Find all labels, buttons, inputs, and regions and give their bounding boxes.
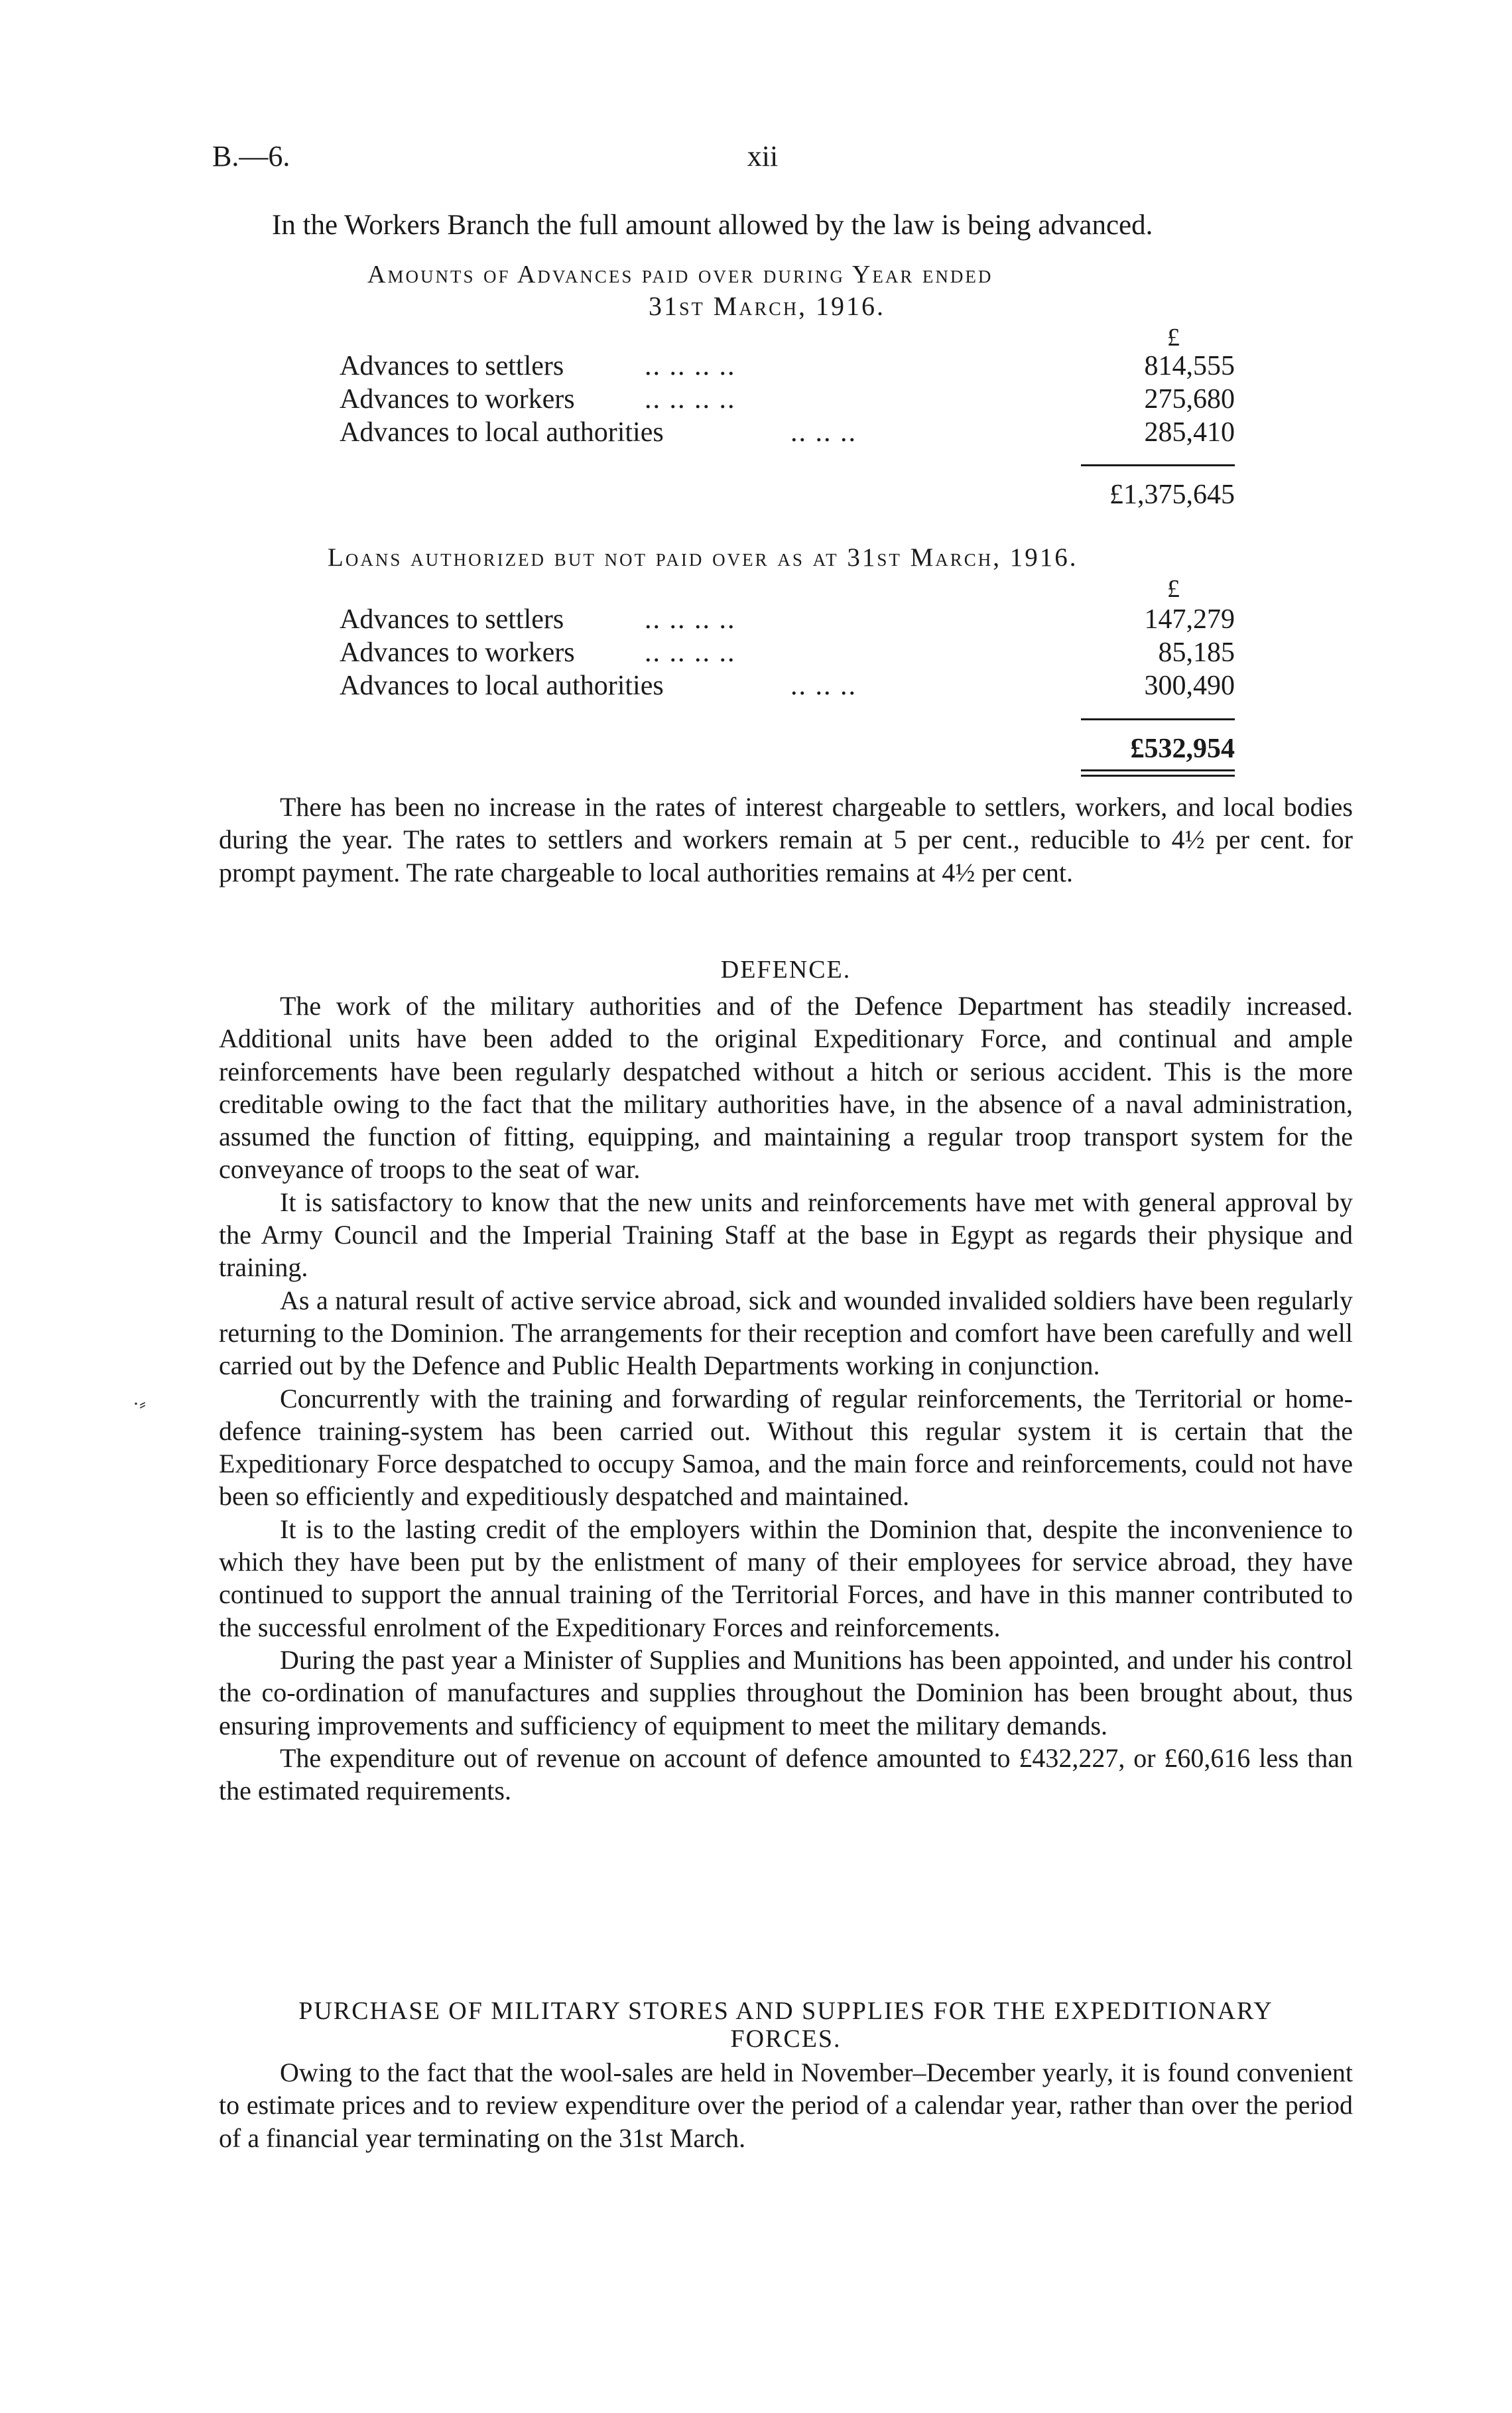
purchase-paragraph: Owing to the fact that the wool-sales are held in November–December yearly, it is found convenient to estimate prices and to review expenditure over the period of a calendar year, rather than over the period of a financial year terminating on the 31st March. [219,2057,1353,2153]
defence-paragraph: During the past year a Minister of Supplies and Munitions has been appointed, and under his control the co-ordination of manufactures and supplies throughout the Dominion has been brought about, thus ensuring improvements and sufficiency of equipment to meet the military demands. [219,1644,1353,1740]
table2-row [340,637,1235,670]
intro-sentence: In the Workers Branch the full amount allowed by the law is being advanced. [272,210,1153,241]
double-rule-bottom [1081,775,1235,777]
sum-rule [1081,718,1235,720]
document-reference: B.—6. [212,140,290,172]
row-value: 275,680 [1144,384,1235,415]
table1-currency: £ [1167,324,1180,352]
table2-total: £532,954 [1130,734,1235,764]
defence-heading: DEFENCE. [720,956,851,984]
leader-dots: .. .. .. [790,417,857,448]
row-label: Advances to local authorities [340,417,664,448]
row-label: Advances to settlers [340,351,564,381]
table1-row [340,417,1235,450]
row-value: 85,185 [1158,637,1235,668]
paragraph-text: There has been no increase in the rates of interest chargeable to settlers, workers, and local bodies during the year. The rates to settlers and workers remain at 5 per cent., reducible to 4½ per cent. for prompt payment. The rate chargeable to local authorities remains at 4½ per cent. [219,792,1353,887]
table1-row [340,350,1235,383]
table2-currency: £ [1167,575,1180,603]
sum-rule [1081,464,1235,466]
purchase-heading-line1: PURCHASE OF MILITARY STORES AND SUPPLIES FOR THE EXPEDITIONARY [298,1997,1273,2025]
interest-paragraph [219,791,1353,889]
defence-paragraph: The expenditure out of revenue on account of defence amounted to £432,227, or £60,616 less than the estimated requirements. [219,1742,1353,1806]
row-label: Advances to settlers [340,604,564,635]
defence-paragraph: The work of the military authorities and of the Defence Department has steadily increased. Additional units have been added to the original Expeditionary Force, and continual and ample reinforcements have been regularly despatched without a hitch or serious accident. This is the more creditable owing to the fact that the military authorities have, in the absence of a naval administration, assumed the function of fitting, equipping, and maintaining a regular troop transport system for the conveyance of troops to the seat of war. [219,991,1353,1185]
row-value: 814,555 [1144,351,1235,381]
defence-paragraph: It is to the lasting credit of the employers within the Dominion that, despite the inconvenience to which they have been put by the enlistment of many of their employees for service abroad, they have continued to support the annual training of the Territorial Forces, and have in this manner contributed to the successful enrolment of the Expeditionary Forces and reinforcements. [219,1514,1353,1642]
double-rule-top [1081,769,1235,771]
table2-title: Loans authorized but not paid over as at 31st March, 1916. [328,543,1078,572]
row-label: Advances to workers [340,637,575,668]
table1-row [340,383,1235,417]
defence-paragraph: It is satisfactory to know that the new units and reinforcements have met with general approval by the Army Council and the Imperial Training Staff at the base in Egypt as regards their physique and training. [219,1187,1353,1283]
leader-dots: .. .. .. .. [645,384,736,415]
leader-dots: .. .. .. [790,671,857,701]
table1-title-line1: Amounts of Advances paid over during Year ended [367,261,993,289]
defence-paragraph: Concurrently with the training and forwarding of regular reinforcements, the Territorial or home-defence training-system has been carried out. Without this regular system it is certain that the Expeditionary Force despatched to occupy Samoa, and the main force and reinforcements, could not have been so efficiently and expeditiously despatched and maintained. [219,1383,1353,1512]
row-label: Advances to local authorities [340,671,664,701]
table2-row [340,670,1235,703]
row-value: 285,410 [1144,417,1235,448]
defence-section [219,990,1353,1807]
table1-title-line2: 31st March, 1916. [649,291,886,321]
purchase-section [219,2056,1353,2154]
purchase-heading-line2: FORCES. [730,2025,842,2053]
defence-paragraph: As a natural result of active service abroad, sick and wounded invalided soldiers have been regularly returning to the Dominion. The arrangements for their reception and comfort have been carefully and well carried out by the Defence and Public Health Departments working in conjunction. [219,1285,1353,1381]
table2-row [340,604,1235,637]
leader-dots: .. .. .. .. [645,637,736,668]
page-number: xii [747,140,779,172]
table1-total: £1,375,645 [1109,480,1235,510]
row-value: 300,490 [1144,671,1235,701]
leader-dots: .. .. .. .. [645,604,736,635]
row-value: 147,279 [1144,604,1235,635]
leader-dots: .. .. .. .. [645,351,736,381]
row-label: Advances to workers [340,384,575,415]
margin-mark: ·⸗ [133,1393,146,1415]
